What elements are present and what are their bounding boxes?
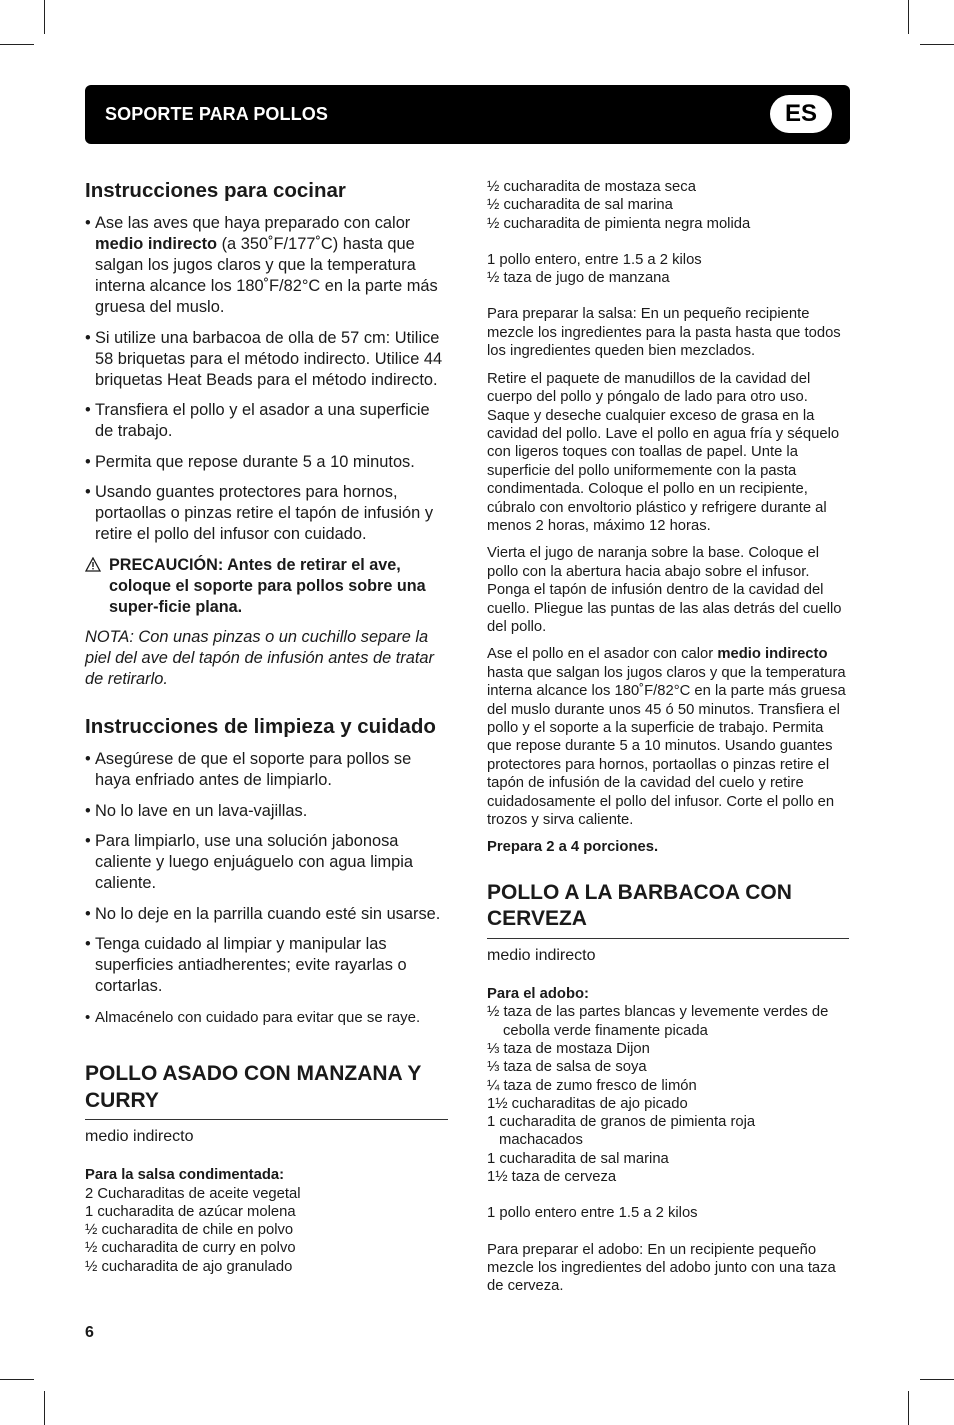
crop-mark (920, 1379, 954, 1380)
crop-mark (0, 1379, 34, 1380)
recipe1-ingredients-b (487, 178, 849, 233)
recipe1-sauce-heading: Para la salsa condimentada: (85, 1167, 285, 1183)
ingredient: 1 pollo entero, entre 1.5 a 2 kilos (487, 251, 702, 268)
list-item: • Almacénelo con cuidado para evitar que se raye. (85, 1008, 421, 1026)
list-item: • Usando guantes protectores para hornos, portaollas o pinzas retire el tapón de infusión y retire el pollo del infusor con cuidado. (85, 483, 434, 543)
ingredient: ½ taza de las partes blancas y levemente verdes de (487, 1004, 829, 1021)
recipe1-ingredients-a (85, 1185, 448, 1276)
page-number: 6 (85, 1324, 94, 1341)
recipe1-step: Vierta el jugo de naranja sobre la base. Coloque el pollo con la abertura hacia abajo sobre el infusor. Ponga el tapón de infusión dentro de la cavidad del cuello. Pliegue las puntas de las alas detrás del cuello del pollo. (487, 545, 842, 635)
ingredient: 1 cucharadita de azúcar molena (85, 1203, 296, 1220)
recipe2-title: POLLO A LA BARBACOA CON CERVEZA (487, 880, 849, 939)
recipe2-chicken: 1 pollo entero entre 1.5 a 2 kilos (487, 1205, 698, 1222)
recipe1-method: medio indirecto (85, 1128, 194, 1145)
ingredient: ½ cucharadita de ajo granulado (85, 1258, 293, 1275)
recipe1-step: Retire el paquete de manudillos de la cavidad del cuerpo del pollo y póngalo de lado para otro uso. Saque y deseche cualquier exceso de grasa en la cavidad del pollo. Lave el pollo en agua fría y séquelo con ligeros toques con toallas de papel. Unte la superficie del pollo uniformemente con la pasta condimentada. Coloque el pollo en un recipiente, cúbralo con envoltorio plástico y refrigere durante al menos 2 horas, máximo 12 horas. (487, 370, 840, 534)
crop-mark (44, 1391, 45, 1425)
ingredient: ⅓ taza de salsa de soya (487, 1059, 647, 1076)
ingredient: 1 cucharadita de granos de pimienta roja (487, 1114, 756, 1131)
list-item: • Asegúrese de que el soporte para pollos se haya enfriado antes de limpiarlo. (85, 750, 412, 789)
warning-icon (85, 557, 101, 578)
ingredient: cebolla verde finamente picada (503, 1022, 708, 1039)
recipe1-step: Ase el pollo en el asador con calor medio indirecto hasta que salgan los jugos claros y que la temperatura interna alcance los 180˚F/82°C en la parte más gruesa del muslo durante unos 45 ó 50 minutos. Transfiera el pollo y el soporte a la superficie de trabajo. Permita que repose durante 5 a 10 minutos. Usando guantes protectores para hornos, portaollas o pinzas retire el tapón de infusión de la cavidad del cuelo y retire cuidadosamente el pollo del infusor. Corte el pollo en trozos y sirva caliente. (487, 646, 846, 829)
caution-notice: PRECAUCIÓN: Antes de retirar el ave, coloque el soporte para pollos sobre una super-ficie plana. (85, 555, 448, 618)
list-item: • Ase las aves que haya preparado con calor medio indirecto (a 350˚F/177˚C) hasta que salgan los jugos claros y que la temperatura interna alcance los 180˚F/82°C en la parte más gruesa del muslo. (85, 214, 438, 316)
recipe1-step: Para preparar la salsa: En un pequeño recipiente mezcle los ingredientes para la pasta hasta que todos los ingredientes queden bien mezclados. (487, 306, 841, 360)
recipe1-title: POLLO ASADO CON MANZANA Y CURRY (85, 1061, 448, 1120)
cleaning-title: Instrucciones de limpieza y cuidado (85, 715, 436, 738)
crop-mark (920, 44, 954, 45)
ingredient: 1 cucharadita de sal marina (487, 1150, 669, 1167)
ingredient: ½ cucharadita de pimienta negra molida (487, 215, 751, 232)
cleaning-list (85, 749, 448, 1028)
cooking-title: Instrucciones para cocinar (85, 179, 346, 202)
list-item: • Para limpiarlo, use una solución jabonosa caliente y luego enjuáguelo con agua limpia caliente. (85, 832, 414, 892)
recipe1-ingredients-c (487, 251, 849, 288)
recipe2-ingredients (487, 1003, 849, 1186)
crop-mark (908, 1391, 909, 1425)
crop-mark (0, 44, 34, 45)
ingredient: ½ cucharadita de chile en polvo (85, 1222, 294, 1239)
list-item: • Transfiera el pollo y el asador a una superficie de trabajo. (85, 401, 430, 440)
ingredient: 2 Cucharaditas de aceite vegetal (85, 1185, 301, 1202)
ingredient: ⅓ taza de mostaza Dijon (487, 1040, 650, 1057)
ingredient: 1½ cucharaditas de ajo picado (487, 1095, 688, 1112)
crop-mark (44, 0, 45, 34)
recipe2-method: medio indirecto (487, 946, 596, 964)
header-title: SOPORTE PARA POLLOS (105, 104, 328, 124)
list-item: • Tenga cuidado al limpiar y manipular las superficies antiadherentes; evite rayarlas o cortarlas. (85, 935, 407, 995)
recipe1-servings: Prepara 2 a 4 porciones. (487, 839, 659, 856)
recipe2-marinade-heading: Para el adobo: (487, 985, 589, 1002)
ingredient: machacados (499, 1132, 583, 1149)
ingredient: ½ cucharadita de curry en polvo (85, 1240, 296, 1257)
ingredient: ½ cucharadita de mostaza seca (487, 179, 696, 195)
list-item: • No lo deje en la parrilla cuando esté sin usarse. (85, 904, 441, 923)
list-item: • Si utilize una barbacoa de olla de 57 cm: Utilice 58 briquetas para el método indirecto. Utilice 44 briquetas Heat Beads para el método indirecto. (85, 328, 443, 389)
list-item: • Permita que repose durante 5 a 10 minutos. (85, 452, 415, 471)
list-item: • No lo lave en un lava-vajillas. (85, 801, 308, 820)
cooking-list (85, 213, 448, 545)
ingredient: ½ taza de jugo de manzana (487, 270, 670, 287)
left-column (85, 178, 448, 1276)
crop-mark (908, 0, 909, 34)
right-column (487, 178, 849, 1305)
ingredient: ¼ taza de zumo fresco de limón (487, 1077, 697, 1094)
recipe2-step: Para preparar el adobo: En un recipiente pequeño mezcle los ingredientes del adobo junto con una taza de cerveza. (487, 1241, 836, 1295)
header-banner (85, 85, 850, 144)
note-text: NOTA: Con unas pinzas o un cuchillo separe la piel del ave del tapón de infusión antes de tratar de retirarlo. (85, 628, 434, 688)
language-badge: ES (770, 95, 832, 133)
ingredient: ½ cucharadita de sal marina (487, 197, 673, 214)
ingredient: 1½ taza de cerveza (487, 1169, 617, 1186)
